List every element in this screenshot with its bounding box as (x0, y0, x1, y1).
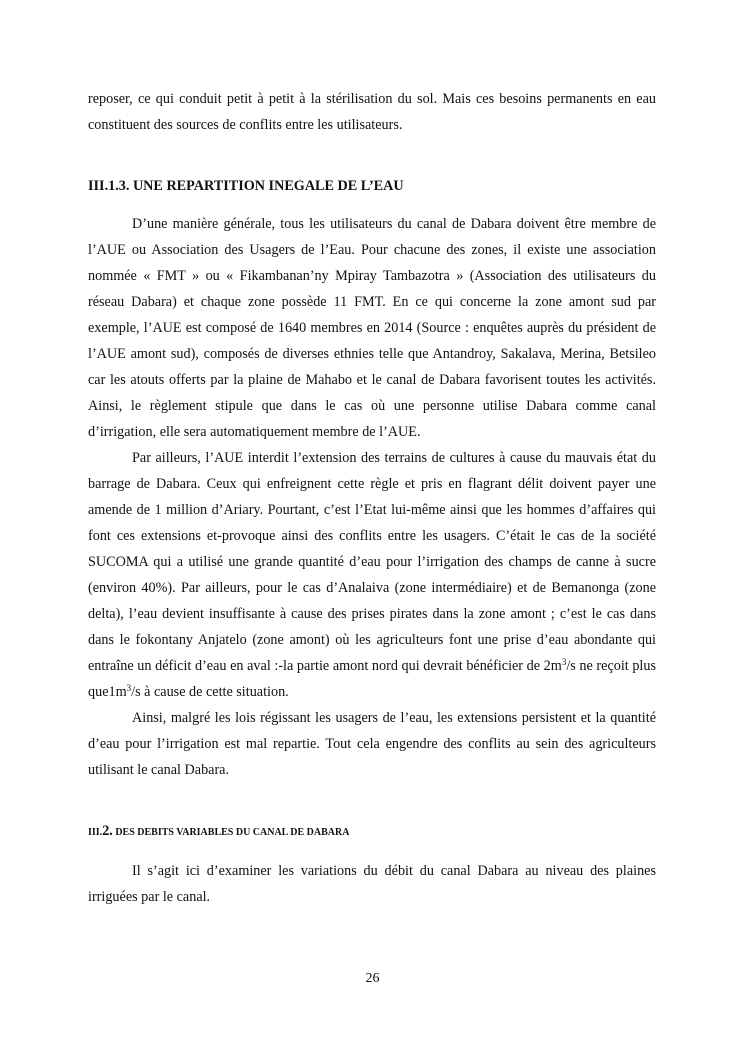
heading-number: 2. (102, 823, 113, 839)
paragraph-extension-text-c: /s à cause de cette situation. (131, 684, 289, 700)
paragraph-debit-intro: Il s’agit ici d’examiner les variations du débit du canal Dabara au niveau des plaines irriguées par le canal. (88, 863, 656, 905)
page-number: 26 (365, 971, 380, 986)
intro-paragraph: reposer, ce qui conduit petit à petit à la stérilisation du sol. Mais ces besoins permanents en eau constituent des sources de conflits entre les utilisateurs. (88, 91, 656, 133)
paragraph-extension-text-b: /s ne reçoit plus que1m (88, 658, 656, 700)
intro-paragraph-block (88, 86, 656, 138)
heading-prefix: III. (88, 827, 103, 838)
paragraph-extension-conflicts (88, 445, 656, 705)
heading-title: DES DEBITS VARIABLES DU CANAL DE DABARA (112, 827, 350, 838)
superscript-cubic: 3 (561, 657, 567, 667)
section-3-2-body (88, 858, 656, 910)
paragraph-conclusion: Ainsi, malgré les lois régissant les usagers de l’eau, les extensions persistent et la quantité d’eau pour l’irrigation est mal repartie. Tout cela engendre des conflits au sein des agriculteurs utilisant le canal Dabara. (88, 710, 656, 778)
paragraph-extension-text-a: Par ailleurs, l’AUE interdit l’extension des terrains de cultures à cause du mauvais état du barrage de Dabara. Ceux qui enfreignent cette règle et pris en flagrant délit doivent payer une amende de 1 million d’Ariary. Pourtant, c’est l’Etat lui-même ainsi que les hommes d’affaires qui font ces extensions et-provoque ainsi des conflits entre les usagers. C’était le cas de la société SUCOMA qui a utilisé une grande quantité d’eau pour l’irrigation des champs de canne à sucre (environ 40%). Par ailleurs, pour le cas d’Analaiva (zone intermédiaire) et de Bemanonga (zone delta), l’eau devient insuffisante à cause des prises pirates dans la zone amont ; c’est le cas dans dans le fokontany Anjatelo (zone amont) où les agriculteurs font une prise d’eau abondante qui entraîne un déficit d’eau en aval :-la partie amont nord qui devrait bénéficier de 2m (88, 450, 656, 674)
paragraph-aue-membership: D’une manière générale, tous les utilisateurs du canal de Dabara doivent être membre de l’AUE ou Association des Usagers de l’Eau. Pour chacune des zones, il existe une association nommée « FMT » ou « Fikambanan’ny Mpiray Tambazotra » (Association des utilisateurs du réseau Dabara) et chaque zone possède 11 FMT. En ce qui concerne la zone amont sud par exemple, l’AUE est composé de 1640 membres en 2014 (Source : enquêtes auprès du président de l’AUE amont sud), composés de diverses ethnies telle que Antandroy, Sakalava, Merina, Betsileo car les atouts offerts par la plaine de Mahabo et le canal de Dabara favorisent toutes les activités. Ainsi, le règlement stipule que dans le cas où une personne utilise Dabara comme canal d’irrigation, elle sera automatiquement membre de l’AUE. (88, 216, 656, 440)
section-heading-3-1-3: III.1.3. UNE REPARTITION INEGALE DE L’EAU (88, 178, 404, 194)
section-3-1-3-body (88, 211, 656, 783)
section-heading-3-2 (88, 820, 656, 844)
superscript-cubic: 3 (126, 683, 132, 693)
